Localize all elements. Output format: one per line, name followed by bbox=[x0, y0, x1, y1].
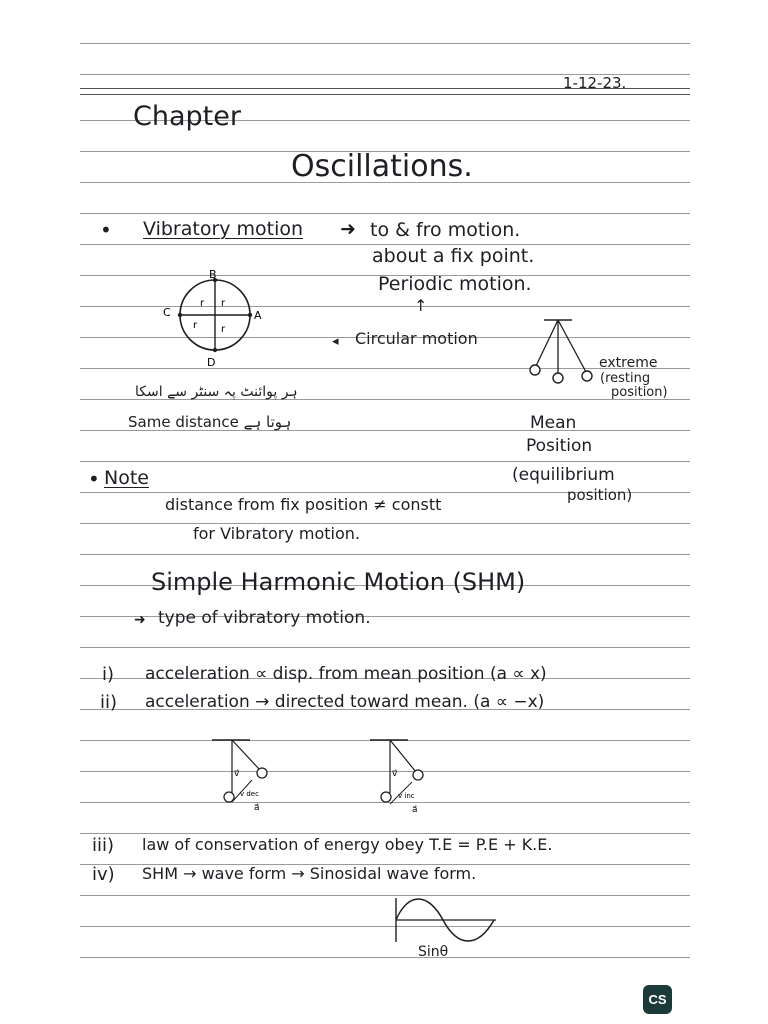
bullet: • bbox=[100, 218, 112, 242]
vdec-label: v dec bbox=[240, 790, 259, 798]
note-bullet: • bbox=[88, 467, 100, 491]
shm-point-3: law of conservation of energy obey T.E = P.E + K.E. bbox=[142, 835, 553, 854]
label-r-1: r bbox=[200, 298, 205, 309]
mean-line-4: position) bbox=[567, 486, 633, 504]
shm-point-3-num: iii) bbox=[92, 835, 115, 856]
chapter-label: Chapter bbox=[133, 101, 241, 132]
page-date: 1-12-23. bbox=[563, 74, 627, 92]
camscanner-badge[interactable]: CS bbox=[643, 985, 672, 1014]
label-c: C bbox=[163, 306, 171, 319]
note-line-1: distance from fix position ≠ constt bbox=[165, 495, 442, 514]
label-a: A bbox=[254, 309, 262, 322]
shm-point-4: SHM → wave form → Sinosidal wave form. bbox=[142, 864, 477, 883]
label-r-2: r bbox=[221, 298, 226, 309]
shm-heading: Simple Harmonic Motion (SHM) bbox=[151, 568, 526, 596]
vibratory-term: Vibratory motion bbox=[143, 218, 304, 240]
mean-line-2: Position bbox=[526, 436, 593, 456]
position-label: position) bbox=[611, 385, 668, 400]
mean-line-3: (equilibrium bbox=[512, 465, 615, 485]
shm-point-1-num: i) bbox=[102, 664, 115, 685]
left-arrow: ◂ bbox=[332, 334, 339, 349]
chapter-title: Oscillations. bbox=[291, 149, 473, 184]
note-line-2: for Vibratory motion. bbox=[193, 524, 360, 543]
accel-label-right: a⃗ bbox=[412, 805, 418, 815]
periodic-motion: Periodic motion. bbox=[378, 273, 532, 295]
up-arrow: ↑ bbox=[414, 296, 428, 315]
urdu-line-1: ہر پوائنٹ پہ سنٹر سے اسکا bbox=[135, 384, 298, 400]
accel-label-left: a⃗ bbox=[254, 803, 260, 813]
shm-point-4-num: iv) bbox=[92, 864, 115, 885]
urdu-line-2: Same distance ہوتا ہے bbox=[128, 413, 292, 431]
label-r-3: r bbox=[193, 320, 198, 331]
resting-label: (resting bbox=[600, 371, 651, 386]
sine-wave-graph bbox=[388, 896, 500, 946]
shm-point-2-num: ii) bbox=[100, 692, 118, 713]
shm-sub-arrow: ➜ bbox=[134, 612, 146, 628]
circle-diagram bbox=[160, 266, 270, 368]
note-label: Note bbox=[104, 467, 149, 489]
definition-line-1: to & fro motion. bbox=[370, 219, 521, 241]
pendulum-diagram bbox=[522, 314, 602, 394]
circular-motion: Circular motion bbox=[355, 329, 478, 348]
label-d: D bbox=[207, 356, 216, 369]
velocity-label-right: v⃗ bbox=[392, 769, 398, 779]
definition-line-2: about a fix point. bbox=[372, 245, 535, 267]
extreme-label: extreme bbox=[599, 355, 658, 371]
shm-point-2: acceleration → directed toward mean. (a ∝ −x) bbox=[145, 692, 545, 712]
pendulum-decreasing bbox=[210, 738, 280, 818]
pendulum-increasing bbox=[370, 738, 440, 818]
label-b: B bbox=[209, 268, 217, 281]
definition-arrow: ➜ bbox=[340, 218, 356, 240]
vinc-label: v inc bbox=[398, 792, 415, 800]
mean-line-1: Mean bbox=[530, 413, 577, 433]
velocity-label-left: v⃗ bbox=[234, 769, 240, 779]
shm-subtitle: type of vibratory motion. bbox=[158, 608, 371, 628]
label-r-4: r bbox=[221, 324, 226, 335]
shm-point-1: acceleration ∝ disp. from mean position (a ∝ x) bbox=[145, 664, 547, 684]
sine-label: Sinθ bbox=[418, 944, 449, 960]
